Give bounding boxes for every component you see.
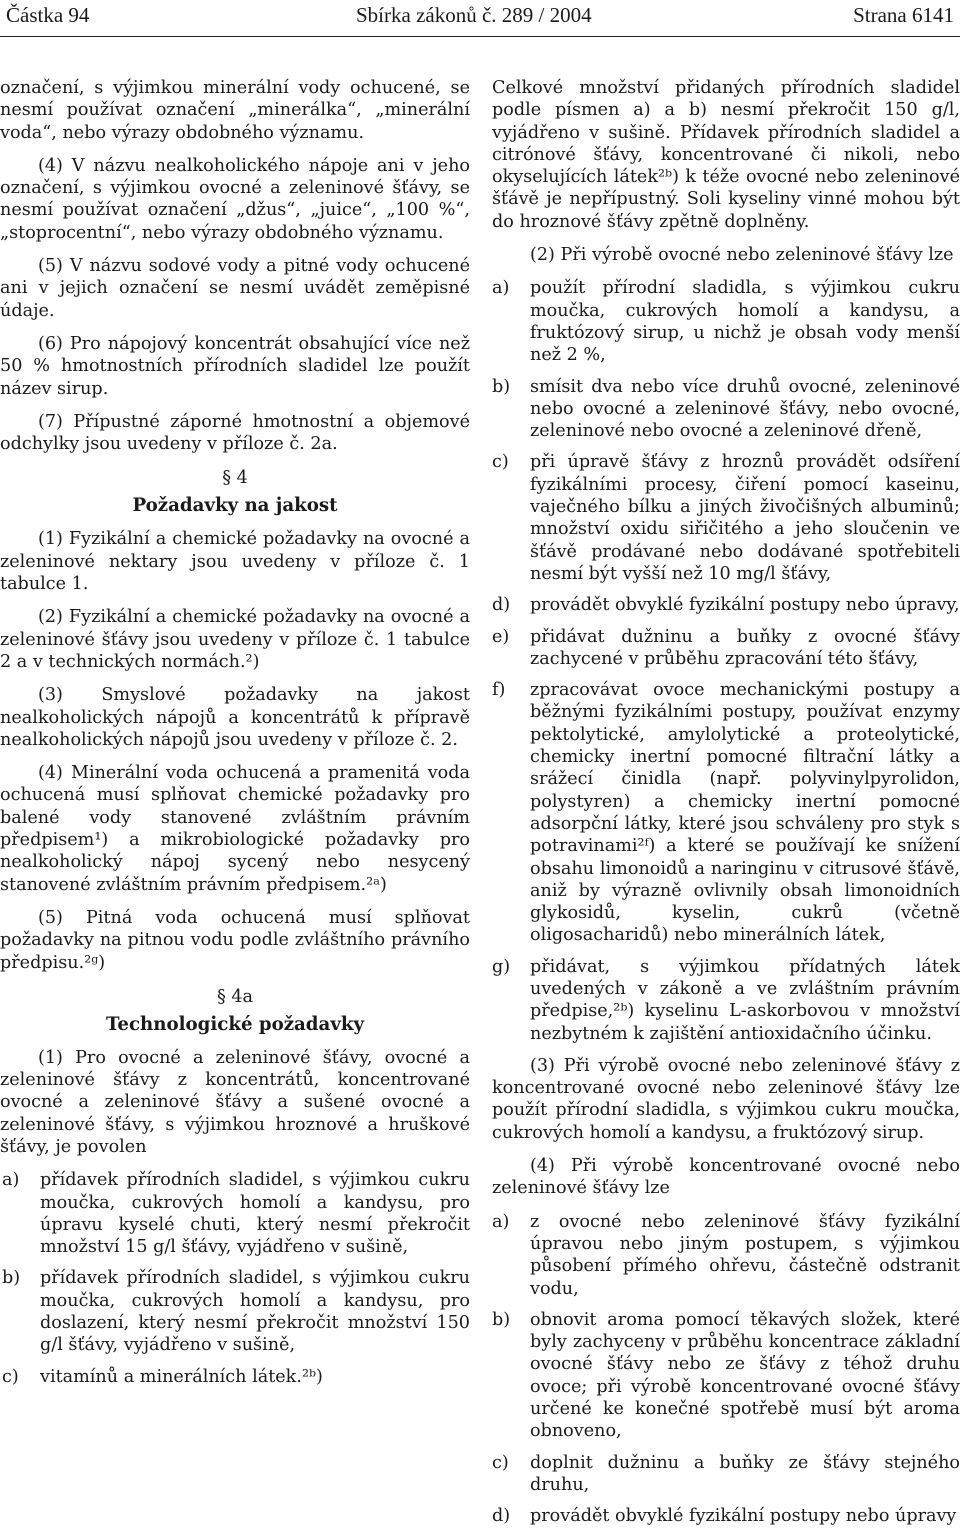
list-item xyxy=(0,1267,470,1356)
s4-paragraph-1: (1) Fyzikální a chemické požadavky na ovocné a zeleninové nektary jsou uvedeny v příloze č. 1 tabulce 1. xyxy=(0,529,470,595)
list-2 xyxy=(492,277,960,1045)
header-issue: Částka 94 xyxy=(6,3,90,27)
list-item xyxy=(492,956,960,1045)
list-item-text: obnovit aroma pomocí těkavých složek, které byly zachyceny v průběhu koncentrace základní ovocné šťávy nebo ze šťávy z téhož druhu ovoce; při výrobě koncentrované ovocné šťávy určené ke konečné spotřebě musí být aroma obnoveno, xyxy=(530,1309,960,1442)
list-item xyxy=(492,1505,960,1527)
list-item-text: smísit dva nebo více druhů ovocné, zeleninové nebo ovocné a zeleninové šťávy, nebo ovocné, zeleninové nebo ovocné a zeleninové dřeně, xyxy=(530,376,960,442)
header-collection: Sbírka zákonů č. 289 / 2004 xyxy=(356,3,592,27)
list-item xyxy=(492,679,960,947)
list-item-label: a) xyxy=(2,1170,20,1191)
s4-paragraph-5: (5) Pitná voda ochucená musí splňovat požadavky na pitnou vodu podle zvláštního právního předpisu.²ᵍ) xyxy=(0,907,470,973)
paragraph-continuation: označení, s výjimkou minerální vody ochucené, se nesmí používat označení „minerálka“, „minerální voda“, nebo výrazy obdobného významu. xyxy=(0,78,470,143)
list-item xyxy=(492,277,960,366)
list-item-label: e) xyxy=(492,626,510,647)
paragraph-4: (4) Při výrobě koncentrované ovocné nebo zeleninové šťávy lze xyxy=(492,1156,960,1199)
list-item xyxy=(492,1452,960,1497)
list-item-text: z ovocné nebo zeleninové šťávy fyzikální úpravou nebo jiným postupem, s výjimkou působení přímého ohřevu, částečně odstranit vodu, xyxy=(530,1211,960,1299)
section-4a-title: Technologické požadavky xyxy=(105,1013,365,1035)
s4a-list xyxy=(0,1169,470,1388)
paragraph-5: (5) V názvu sodové vody a pitné vody ochucené ani v jejich označení se nesmí uvádět zeměpisné údaje. xyxy=(0,256,470,321)
list-item-label: c) xyxy=(492,452,509,473)
paragraph-7: (7) Přípustné záporné hmotnostní a objemové odchylky jsou uvedeny v příloze č. 2a. xyxy=(0,411,470,455)
page-header xyxy=(6,3,954,31)
s4a-paragraph-1: (1) Pro ovocné a zeleninové šťávy, ovocné a zeleninové šťávy z koncentrátů, koncentrované ovocné a zeleninové šťávy a sušené ovocné a zeleninové šťávy, s výjimkou hroznové a hruškové šťávy, je povolen xyxy=(0,1047,470,1157)
list-item-label: f) xyxy=(492,680,506,701)
list-item xyxy=(492,594,960,616)
list-4 xyxy=(492,1211,960,1528)
list-item xyxy=(492,376,960,443)
list-item-text: zpracovávat ovoce mechanickými postupy a běžnými fyzikálními postupy, používat enzymy pektolytické, amylolytické a proteolytické, chemicky inertní pomocné filtrační látky a srážecí činidla (např. polyvinylpyrolidon, polystyren) a chemicky inertní pomocné adsorpční látky, které jsou schváleny pro styk s potravinami²ᶠ) a které se používají ke snížení obsahu limonoidů a naringinu v citrusové šťávě, aniž by výrazně ovlivnily obsah limonoidních glykosidů, kyselin, cukrů (včetně oligosacharidů) nebo minerálních látek, xyxy=(530,680,960,946)
section-4a-number: § 4a xyxy=(216,986,254,1007)
list-item xyxy=(492,1309,960,1443)
list-item xyxy=(492,451,960,585)
s4-paragraph-2: (2) Fyzikální a chemické požadavky na ovocné a zeleninové šťávy jsou uvedeny v příloze č. 1 tabulce 2 a v technických normách.²) xyxy=(0,607,470,672)
paragraph-4: (4) V názvu nealkoholického nápoje ani v jeho označení, s výjimkou ovocné a zeleninové šťávy, se nesmí používat označení „džus“, „juice“, „100 %“, „stoprocentní“, nebo výrazy obdobného významu. xyxy=(0,155,470,243)
list-item-label: c) xyxy=(2,1366,19,1387)
list-item xyxy=(0,1366,470,1388)
list-item-label: d) xyxy=(492,1506,511,1527)
list-item-label: c) xyxy=(492,1452,509,1473)
s4-paragraph-4: (4) Minerální voda ochucená a pramenitá voda ochucená musí splňovat chemické požadavky pro balené vody stanovené zvláštním právním předpisem¹) a mikrobiologické požadavky pro nealkoholický nápoj sycený nebo nesycený stanovené zvláštním právním předpisem.²ᵃ) xyxy=(0,763,470,895)
list-item-text: při úpravě šťávy z hroznů provádět odsíření fyzikálními procesy, čiření pomocí kaseinu, vaječného bílku a jiných živočišných albuminů; množství oxidu siřičitého a jeho sloučenin ve šťávě prodávané nebo dodávané spotřebiteli nesmí být vyšší než 10 mg/l šťávy, xyxy=(530,452,960,584)
list-item-text: provádět obvyklé fyzikální postupy nebo úpravy, xyxy=(530,595,960,616)
list-item-text: vitamínů a minerálních látek.²ᵇ) xyxy=(40,1366,323,1387)
paragraph-continuation: Celkové množství přidaných přírodních sladidel podle písmen a) a b) nesmí překročit 150 g/l, vyjádřeno v sušině. Přídavek přírodních sladidel a citrónové šťávy, koncentrované či nikoli, nebo okyselujících látek²ᵇ) k téže ovocné nebo zeleninové šťávě je nepřípustný. Soli kyseliny vinné mohou být do hroznové šťávy zpětně doplněny. xyxy=(492,78,960,232)
list-item-text: přídavek přírodních sladidel, s výjimkou cukru moučka, cukrových homolí a kandysu, pro doslazení, který nesmí překročit množství 150 g/l šťávy, vyjádřeno v sušině, xyxy=(40,1268,470,1356)
list-item-label: a) xyxy=(492,278,510,299)
list-item-text: použít přírodní sladidla, s výjimkou cukru moučka, cukrových homolí a kandysu, a fruktózový sirup, u nichž je obsah vody menší než 2 %, xyxy=(530,278,960,366)
section-4-number: § 4 xyxy=(222,468,248,489)
header-rule xyxy=(0,36,960,37)
list-item-label: b) xyxy=(2,1268,21,1289)
list-item-label: b) xyxy=(492,376,511,397)
list-item xyxy=(492,626,960,671)
list-item-label: a) xyxy=(492,1211,510,1232)
list-item-text: provádět obvyklé fyzikální postupy nebo úpravy xyxy=(530,1506,957,1527)
list-item-text: přídavek přírodních sladidel, s výjimkou cukru moučka, cukrových homolí a kandysu, pro úpravu kyselé chuti, který nesmí překročit množství 15 g/l šťávy, vyjádřeno v sušině, xyxy=(40,1170,470,1258)
section-4-title: Požadavky na jakost xyxy=(132,495,338,517)
list-item-label: b) xyxy=(492,1309,511,1330)
s4-paragraph-3: (3) Smyslové požadavky na jakost nealkoholických nápojů a koncentrátů k přípravě nealkoholických nápojů jsou uvedeny v příloze č. 2. xyxy=(0,685,470,750)
header-page: Strana 6141 xyxy=(853,3,954,27)
list-item xyxy=(0,1169,470,1258)
paragraph-6: (6) Pro nápojový koncentrát obsahující více než 50 % hmotnostních přírodních sladidel lze použít název sirup. xyxy=(0,333,470,399)
list-item-label: g) xyxy=(492,956,511,977)
list-item-text: přidávat dužninu a buňky z ovocné šťávy zachycené v průběhu zpracování této šťávy, xyxy=(530,626,960,669)
paragraph-3: (3) Při výrobě ovocné nebo zeleninové šťávy z koncentrované ovocné nebo zeleninové šťávy lze použít přírodní sladidla, s výjimkou cukru moučka, cukrových homolí a kandysu, a fruktózový sirup. xyxy=(492,1055,960,1143)
list-item-text: doplnit dužninu a buňky ze šťávy stejného druhu, xyxy=(530,1452,960,1495)
list-item-text: přidávat, s výjimkou přídatných látek uvedených v zákoně a ve zvláštním právním předpise,²ᵇ) kyselinu L-askorbovou v množství nezbytném k zajištění antioxidačního účinku. xyxy=(530,956,960,1044)
left-column xyxy=(0,77,470,1398)
list-item-label: d) xyxy=(492,595,511,616)
right-column xyxy=(492,77,960,1538)
list-item xyxy=(492,1211,960,1300)
paragraph-2: (2) Při výrobě ovocné nebo zeleninové šťávy lze xyxy=(530,245,954,266)
